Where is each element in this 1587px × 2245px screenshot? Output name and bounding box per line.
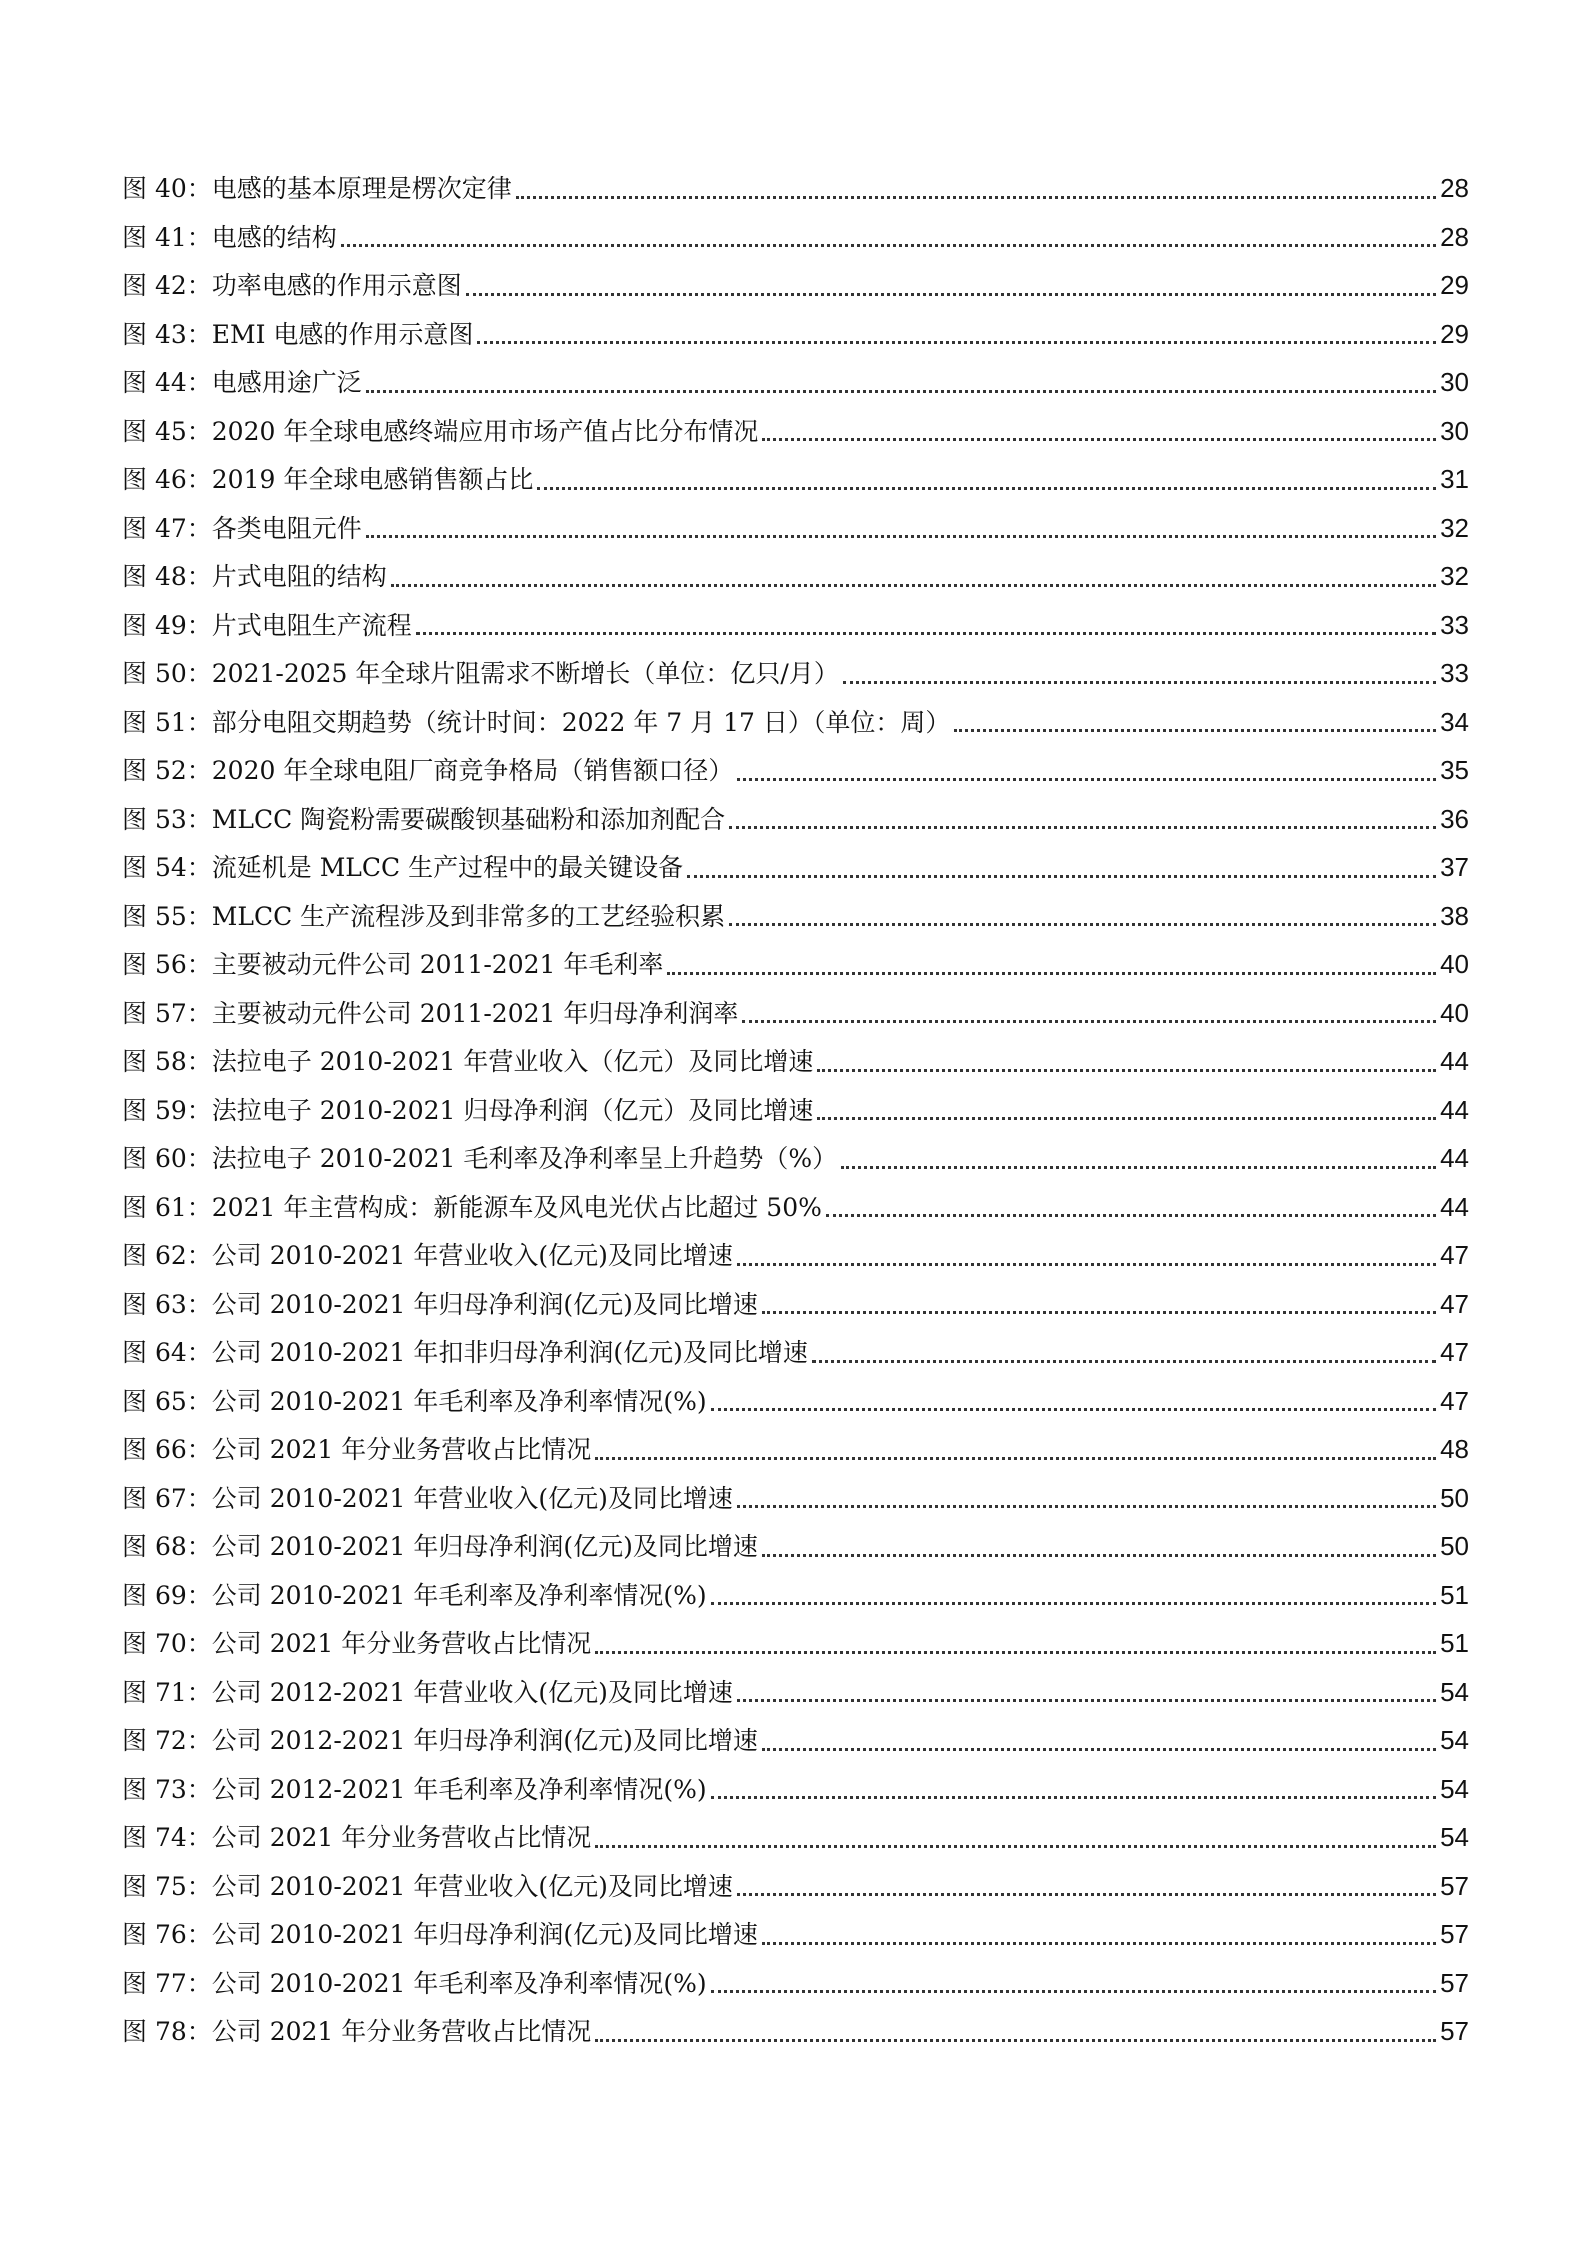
toc-entry-title: 公司 2010-2021 年归母净利润(亿元)及同比增速 bbox=[211, 1532, 758, 1561]
toc-dot-leader bbox=[466, 292, 1436, 296]
toc-entry-page: 44 bbox=[1440, 1046, 1469, 1076]
toc-entry-title: 公司 2021 年分业务营收占比情况 bbox=[211, 1823, 592, 1852]
toc-entry[interactable] bbox=[122, 1474, 1469, 1523]
toc-dot-leader bbox=[737, 777, 1436, 781]
toc-entry-label: 图 66： bbox=[122, 1435, 212, 1464]
toc-entry-label: 图 72： bbox=[122, 1726, 212, 1755]
toc-entry-page: 47 bbox=[1440, 1288, 1469, 1319]
toc-dot-leader bbox=[391, 583, 1436, 587]
toc-entry[interactable] bbox=[122, 892, 1469, 941]
toc-dot-leader bbox=[477, 340, 1436, 344]
toc-entry-title: 法拉电子 2010-2021 毛利率及净利率呈上升趋势（%） bbox=[211, 1144, 838, 1173]
toc-dot-leader bbox=[817, 1116, 1436, 1120]
toc-entry-label: 图 74： bbox=[122, 1823, 212, 1852]
toc-dot-leader bbox=[843, 680, 1436, 684]
toc-entry-title: 公司 2012-2021 年营业收入(亿元)及同比增速 bbox=[211, 1677, 733, 1707]
toc-dot-leader bbox=[341, 243, 1436, 247]
toc-entry-label: 图 71： bbox=[122, 1677, 212, 1707]
toc-entry-page: 47 bbox=[1440, 1337, 1469, 1367]
toc-dot-leader bbox=[595, 2038, 1436, 2042]
toc-entry-title: 公司 2021 年分业务营收占比情况 bbox=[211, 1629, 592, 1658]
toc-dot-leader bbox=[812, 1359, 1436, 1363]
toc-entry[interactable] bbox=[122, 1571, 1469, 1620]
toc-entry-page: 51 bbox=[1440, 1628, 1469, 1658]
toc-entry-label: 图 73： bbox=[122, 1774, 212, 1804]
toc-entry-page: 44 bbox=[1440, 1143, 1469, 1173]
toc-entry[interactable] bbox=[122, 261, 1469, 310]
toc-entry[interactable] bbox=[122, 552, 1469, 601]
toc-entry-page: 38 bbox=[1440, 900, 1469, 931]
toc-entry-title: 电感的基本原理是楞次定律 bbox=[211, 174, 512, 203]
toc-entry[interactable] bbox=[122, 1231, 1469, 1280]
toc-entry-label: 图 41： bbox=[122, 222, 212, 252]
toc-entry-page: 29 bbox=[1440, 270, 1469, 300]
toc-entry[interactable] bbox=[122, 1813, 1469, 1862]
toc-entry[interactable] bbox=[122, 940, 1469, 989]
toc-entry-title: MLCC 生产流程涉及到非常多的工艺经验积累 bbox=[211, 901, 726, 931]
toc-entry[interactable] bbox=[122, 1425, 1469, 1474]
toc-entry-label: 图 48： bbox=[122, 562, 212, 591]
toc-entry[interactable] bbox=[122, 1522, 1469, 1571]
toc-entry-title: 功率电感的作用示意图 bbox=[211, 271, 462, 300]
toc-dot-leader bbox=[762, 1553, 1436, 1557]
toc-entry-page: 40 bbox=[1440, 949, 1469, 979]
toc-entry-page: 50 bbox=[1440, 1482, 1469, 1513]
toc-entry-label: 图 50： bbox=[122, 659, 212, 688]
toc-entry-label: 图 46： bbox=[122, 465, 212, 494]
toc-entry[interactable] bbox=[122, 1765, 1469, 1814]
toc-entry-label: 图 47： bbox=[122, 513, 212, 543]
toc-entry-label: 图 62： bbox=[122, 1241, 212, 1270]
toc-entry-page: 33 bbox=[1440, 658, 1469, 688]
toc-entry-page: 54 bbox=[1440, 1773, 1469, 1804]
toc-entry-page: 54 bbox=[1440, 1822, 1469, 1852]
toc-entry-page: 33 bbox=[1440, 609, 1469, 640]
toc-entry-title: 2020 年全球电感终端应用市场产值占比分布情况 bbox=[211, 416, 759, 446]
toc-entry-page: 57 bbox=[1440, 1870, 1469, 1901]
toc-entry-page: 54 bbox=[1440, 1676, 1469, 1707]
toc-entry[interactable] bbox=[122, 649, 1469, 698]
toc-entry-page: 44 bbox=[1440, 1191, 1469, 1222]
toc-entry[interactable] bbox=[122, 2007, 1469, 2056]
toc-dot-leader bbox=[516, 195, 1436, 199]
toc-entry-title: 各类电阻元件 bbox=[211, 513, 362, 543]
toc-entry[interactable] bbox=[122, 698, 1469, 747]
toc-entry-title: 公司 2012-2021 年毛利率及净利率情况(%) bbox=[211, 1774, 707, 1804]
toc-entry-page: 30 bbox=[1440, 367, 1469, 397]
toc-entry[interactable] bbox=[122, 1328, 1469, 1377]
toc-entry-title: MLCC 陶瓷粉需要碳酸钡基础粉和添加剂配合 bbox=[211, 804, 726, 834]
toc-entry[interactable] bbox=[122, 1959, 1469, 2008]
toc-entry-page: 32 bbox=[1440, 561, 1469, 591]
toc-entry-page: 40 bbox=[1440, 997, 1469, 1028]
toc-entry-label: 图 61： bbox=[122, 1192, 212, 1222]
toc-dot-leader bbox=[711, 1407, 1436, 1411]
toc-dot-leader bbox=[366, 389, 1436, 393]
toc-entry-label: 图 77： bbox=[122, 1968, 212, 1998]
toc-entry[interactable] bbox=[122, 407, 1469, 456]
toc-entry[interactable] bbox=[122, 795, 1469, 844]
toc-entry[interactable] bbox=[122, 1716, 1469, 1765]
toc-entry-label: 图 78： bbox=[122, 2017, 212, 2046]
toc-entry-title: 主要被动元件公司 2011-2021 年毛利率 bbox=[211, 950, 664, 979]
toc-entry-page: 28 bbox=[1440, 221, 1469, 252]
toc-entry-title: 部分电阻交期趋势（统计时间：2022 年 7 月 17 日）（单位：周） bbox=[211, 707, 951, 737]
toc-dot-leader bbox=[687, 874, 1436, 878]
toc-entry-page: 47 bbox=[1440, 1240, 1469, 1270]
toc-entry-title: 公司 2010-2021 年毛利率及净利率情况(%) bbox=[211, 1968, 707, 1998]
toc-entry[interactable] bbox=[122, 989, 1469, 1038]
toc-entry[interactable] bbox=[122, 213, 1469, 262]
toc-dot-leader bbox=[711, 1795, 1436, 1799]
toc-dot-leader bbox=[737, 1504, 1436, 1508]
toc-entry-page: 54 bbox=[1440, 1725, 1469, 1755]
toc-entry-page: 51 bbox=[1440, 1579, 1469, 1610]
toc-dot-leader bbox=[762, 437, 1436, 441]
toc-entry-label: 图 64： bbox=[122, 1338, 212, 1367]
toc-entry-page: 50 bbox=[1440, 1531, 1469, 1561]
toc-entry-label: 图 55： bbox=[122, 901, 212, 931]
toc-entry-page: 44 bbox=[1440, 1094, 1469, 1125]
toc-entry[interactable] bbox=[122, 601, 1469, 650]
toc-entry-title: 片式电阻的结构 bbox=[211, 562, 387, 591]
toc-dot-leader bbox=[595, 1844, 1436, 1848]
toc-dot-leader bbox=[762, 1310, 1436, 1314]
toc-entry-label: 图 44： bbox=[122, 368, 212, 397]
toc-dot-leader bbox=[841, 1165, 1436, 1169]
toc-entry-title: 2020 年全球电阻厂商竞争格局（销售额口径） bbox=[211, 756, 734, 785]
toc-entry-title: EMI 电感的作用示意图 bbox=[211, 319, 474, 349]
toc-entry-page: 37 bbox=[1440, 852, 1469, 882]
toc-dot-leader bbox=[595, 1456, 1436, 1460]
toc-entry-title: 2021 年主营构成：新能源车及风电光伏占比超过 50% bbox=[211, 1192, 822, 1222]
toc-entry-title: 流延机是 MLCC 生产过程中的最关键设备 bbox=[211, 853, 684, 882]
toc-entry-title: 公司 2021 年分业务营收占比情况 bbox=[211, 1435, 592, 1464]
toc-entry[interactable] bbox=[122, 843, 1469, 892]
toc-dot-leader bbox=[737, 1698, 1436, 1702]
toc-entry[interactable] bbox=[122, 358, 1469, 407]
toc-entry-label: 图 52： bbox=[122, 756, 212, 785]
toc-entry-title: 公司 2010-2021 年扣非归母净利润(亿元)及同比增速 bbox=[211, 1338, 808, 1367]
toc-entry-label: 图 45： bbox=[122, 416, 212, 446]
toc-entry-title: 公司 2021 年分业务营收占比情况 bbox=[211, 2017, 592, 2046]
toc-entry[interactable] bbox=[122, 310, 1469, 359]
toc-entry-page: 36 bbox=[1440, 803, 1469, 834]
toc-entry-page: 57 bbox=[1440, 1919, 1469, 1949]
toc-dot-leader bbox=[737, 1892, 1436, 1896]
toc-entry-label: 图 43： bbox=[122, 319, 212, 349]
toc-dot-leader bbox=[762, 1747, 1436, 1751]
toc-entry-title: 公司 2010-2021 年毛利率及净利率情况(%) bbox=[211, 1580, 707, 1610]
toc-entry[interactable] bbox=[122, 1183, 1469, 1232]
toc-dot-leader bbox=[729, 922, 1436, 926]
toc-entry-label: 图 75： bbox=[122, 1871, 212, 1901]
toc-dot-leader bbox=[711, 1601, 1436, 1605]
toc-entry[interactable] bbox=[122, 504, 1469, 553]
toc-entry-title: 公司 2010-2021 年营业收入(亿元)及同比增速 bbox=[211, 1483, 733, 1513]
toc-entry-title: 公司 2012-2021 年归母净利润(亿元)及同比增速 bbox=[211, 1726, 758, 1755]
toc-entry-label: 图 53： bbox=[122, 804, 212, 834]
toc-entry-label: 图 59： bbox=[122, 1095, 212, 1125]
toc-entry[interactable] bbox=[122, 746, 1469, 795]
toc-dot-leader bbox=[826, 1213, 1436, 1217]
toc-entry-label: 图 68： bbox=[122, 1532, 212, 1561]
toc-entry-label: 图 49： bbox=[122, 610, 212, 640]
toc-entry-title: 法拉电子 2010-2021 归母净利润（亿元）及同比增速 bbox=[211, 1095, 814, 1125]
figure-toc-list bbox=[122, 164, 1469, 2056]
toc-entry-title: 公司 2010-2021 年归母净利润(亿元)及同比增速 bbox=[211, 1289, 758, 1319]
toc-entry-label: 图 58： bbox=[122, 1047, 212, 1076]
toc-entry-page: 29 bbox=[1440, 318, 1469, 349]
toc-entry-page: 34 bbox=[1440, 706, 1469, 737]
toc-dot-leader bbox=[729, 825, 1436, 829]
toc-entry-label: 图 54： bbox=[122, 853, 212, 882]
toc-entry-title: 片式电阻生产流程 bbox=[211, 610, 412, 640]
toc-entry-title: 法拉电子 2010-2021 年营业收入（亿元）及同比增速 bbox=[211, 1047, 814, 1076]
toc-entry-page: 57 bbox=[1440, 2016, 1469, 2046]
toc-entry[interactable] bbox=[122, 1280, 1469, 1329]
toc-entry-page: 48 bbox=[1440, 1434, 1469, 1464]
toc-entry-label: 图 57： bbox=[122, 998, 212, 1028]
toc-entry-page: 57 bbox=[1440, 1967, 1469, 1998]
toc-entry-label: 图 40： bbox=[122, 174, 212, 203]
toc-entry-page: 32 bbox=[1440, 512, 1469, 543]
toc-entry[interactable] bbox=[122, 1910, 1469, 1959]
toc-dot-leader bbox=[737, 1262, 1436, 1266]
toc-entry-title: 公司 2010-2021 年毛利率及净利率情况(%) bbox=[211, 1386, 707, 1416]
toc-entry-page: 28 bbox=[1440, 173, 1469, 203]
toc-entry-label: 图 51： bbox=[122, 707, 212, 737]
toc-entry-page: 47 bbox=[1440, 1385, 1469, 1416]
toc-entry-title: 公司 2010-2021 年营业收入(亿元)及同比增速 bbox=[211, 1241, 733, 1270]
toc-entry-label: 图 63： bbox=[122, 1289, 212, 1319]
toc-dot-leader bbox=[416, 631, 1436, 635]
toc-entry[interactable] bbox=[122, 455, 1469, 504]
toc-entry-label: 图 56： bbox=[122, 950, 212, 979]
toc-dot-leader bbox=[595, 1650, 1436, 1654]
toc-entry[interactable] bbox=[122, 1668, 1469, 1717]
toc-entry-title: 主要被动元件公司 2011-2021 年归母净利润率 bbox=[211, 998, 739, 1028]
toc-dot-leader bbox=[711, 1989, 1436, 1993]
toc-entry-title: 电感的结构 bbox=[211, 222, 337, 252]
toc-entry-label: 图 65： bbox=[122, 1386, 212, 1416]
toc-entry-page: 35 bbox=[1440, 755, 1469, 785]
toc-entry[interactable] bbox=[122, 1037, 1469, 1086]
toc-entry-title: 电感用途广泛 bbox=[211, 368, 362, 397]
toc-entry-page: 30 bbox=[1440, 415, 1469, 446]
toc-entry[interactable] bbox=[122, 1377, 1469, 1426]
toc-entry[interactable] bbox=[122, 1086, 1469, 1135]
toc-entry[interactable] bbox=[122, 1134, 1469, 1183]
toc-entry-label: 图 42： bbox=[122, 271, 212, 300]
toc-dot-leader bbox=[817, 1068, 1436, 1072]
toc-entry-title: 公司 2010-2021 年归母净利润(亿元)及同比增速 bbox=[211, 1920, 758, 1949]
toc-entry-label: 图 76： bbox=[122, 1920, 212, 1949]
toc-entry-title: 公司 2010-2021 年营业收入(亿元)及同比增速 bbox=[211, 1871, 733, 1901]
toc-dot-leader bbox=[667, 971, 1436, 975]
toc-dot-leader bbox=[954, 728, 1436, 732]
toc-entry-title: 2019 年全球电感销售额占比 bbox=[211, 465, 534, 494]
toc-entry-label: 图 69： bbox=[122, 1580, 212, 1610]
toc-entry-page: 31 bbox=[1440, 464, 1469, 494]
toc-entry-label: 图 67： bbox=[122, 1483, 212, 1513]
toc-dot-leader bbox=[366, 534, 1436, 538]
toc-dot-leader bbox=[537, 486, 1436, 490]
toc-entry[interactable] bbox=[122, 164, 1469, 213]
toc-entry-title: 2021-2025 年全球片阻需求不断增长（单位：亿只/月） bbox=[211, 659, 839, 688]
toc-entry-label: 图 70： bbox=[122, 1629, 212, 1658]
toc-entry-label: 图 60： bbox=[122, 1144, 212, 1173]
toc-entry[interactable] bbox=[122, 1862, 1469, 1911]
toc-entry[interactable] bbox=[122, 1619, 1469, 1668]
toc-dot-leader bbox=[762, 1941, 1436, 1945]
toc-dot-leader bbox=[742, 1019, 1436, 1023]
